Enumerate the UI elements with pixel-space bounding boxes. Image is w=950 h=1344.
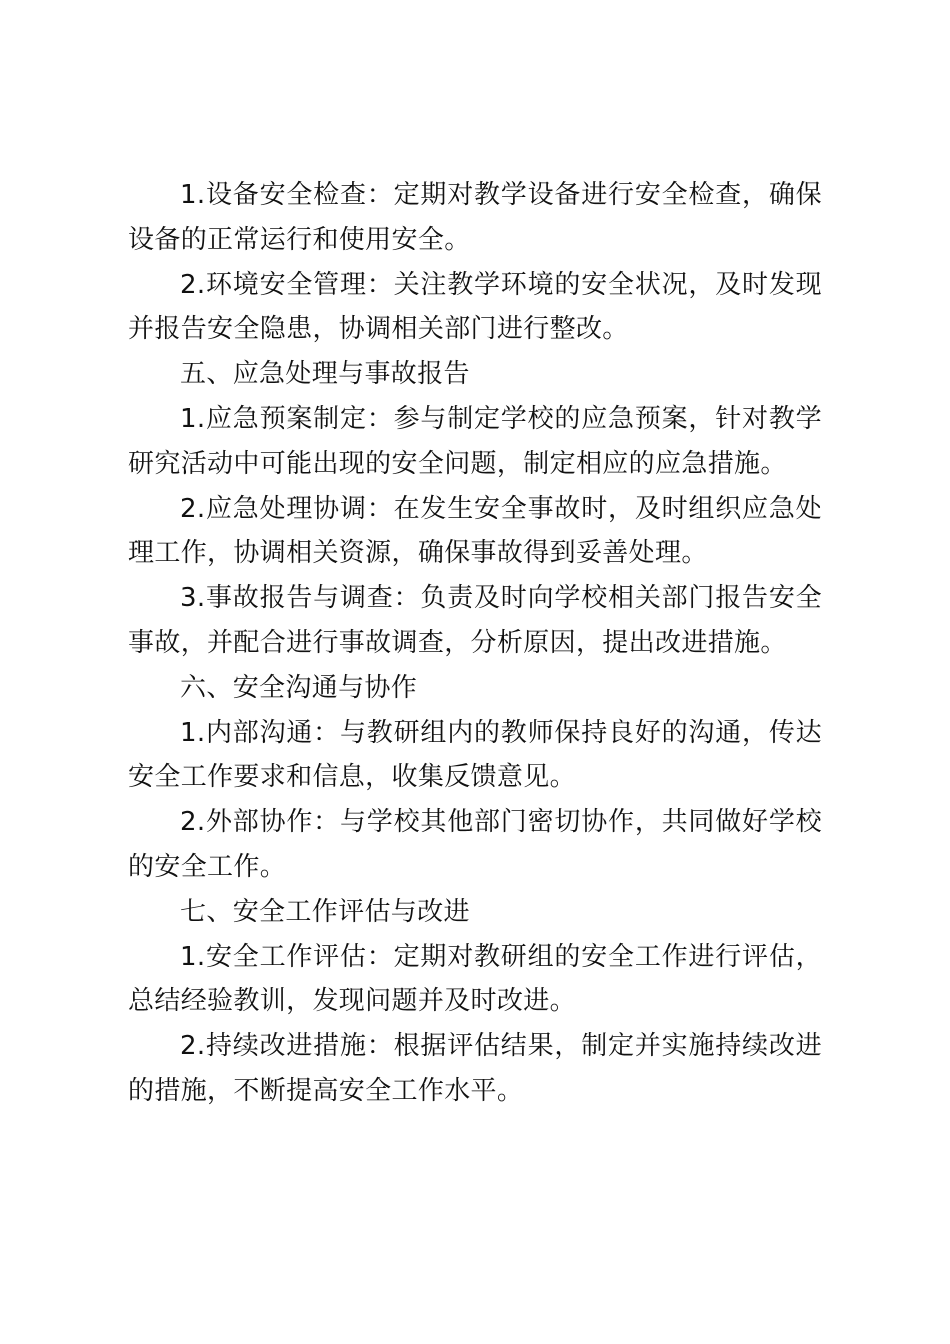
section-heading-emergency: 五、应急处理与事故报告: [180, 359, 470, 390]
paragraph-external-cooperation: 2.外部协作：与学校其他部门密切协作，共同做好学校的安全工作。: [128, 807, 822, 882]
paragraph-emergency-plan: 1.应急预案制定：参与制定学校的应急预案，针对教学研究活动中可能出现的安全问题，制定相应的应急措施。: [128, 403, 822, 479]
document-body: [128, 173, 822, 1114]
paragraph-emergency-coordination: 2.应急处理协调：在发生安全事故时，及时组织应急处理工作，协调相关资源，确保事故得到妥善处理。: [128, 493, 822, 569]
paragraph-internal-communication: 1.内部沟通：与教研组内的教师保持良好的沟通，传达安全工作要求和信息，收集反馈意见。: [128, 717, 822, 793]
section-heading-evaluation: 七、安全工作评估与改进: [180, 896, 470, 927]
paragraph-environment-safety-management: 2.环境安全管理：关注教学环境的安全状况，及时发现并报告安全隐患，协调相关部门进行整改。: [128, 269, 822, 345]
paragraph-safety-evaluation: 1.安全工作评估：定期对教研组的安全工作进行评估，总结经验教训，发现问题并及时改进。: [128, 941, 822, 1017]
paragraph-continuous-improvement: 2.持续改进措施：根据评估结果，制定并实施持续改进的措施，不断提高安全工作水平。: [128, 1031, 822, 1106]
paragraph-equipment-safety-check: 1.设备安全检查：定期对教学设备进行安全检查，确保设备的正常运行和使用安全。: [128, 180, 822, 255]
paragraph-accident-report: 3.事故报告与调查：负责及时向学校相关部门报告安全事故，并配合进行事故调查，分析原因，提出改进措施。: [128, 583, 822, 658]
section-heading-communication: 六、安全沟通与协作: [180, 672, 418, 703]
